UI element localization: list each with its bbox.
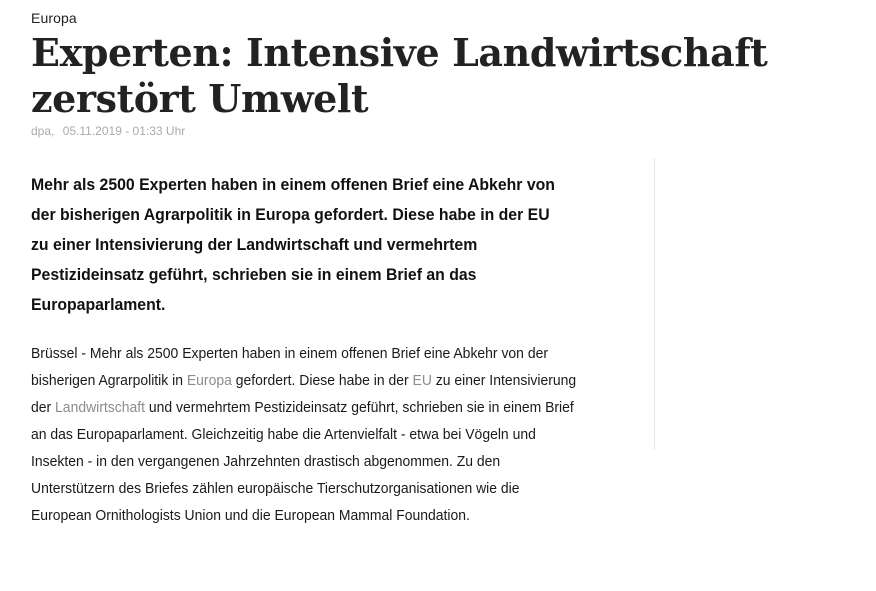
article-meta <box>31 124 185 138</box>
article-body <box>31 340 582 529</box>
body-text-2: gefordert. Diese habe in der <box>231 372 413 389</box>
category-link[interactable]: Europa <box>31 10 77 26</box>
link-eu[interactable]: EU <box>412 372 432 389</box>
article-source: dpa, <box>31 124 55 138</box>
body-text-3: zu einer Intensivierung der <box>31 372 577 416</box>
article-date: 05.11.2019 - 01:33 Uhr <box>62 124 186 138</box>
article-title: Experten: Intensive Landwirtschaft zerstört Umwelt <box>31 30 768 121</box>
link-landwirtschaft[interactable]: Landwirtschaft <box>55 399 145 416</box>
link-europa[interactable]: Europa <box>186 372 232 389</box>
column-divider <box>654 158 655 450</box>
article-lead: Mehr als 2500 Experten haben in einem offenen Brief eine Abkehr von der bisherigen Agrarpolitik in Europa gefordert. Diese habe in der EU zu einer Intensivierung der Landwirtschaft und vermehrtem Pestizideinsatz geführt, schrieben sie in einem Brief an das Europaparlament. <box>31 175 555 314</box>
body-text-4: und vermehrtem Pestizideinsatz geführt, schrieben sie in einem Brief an das Europaparlament. Gleichzeitig habe die Artenvielfalt - etwa bei Vögeln und Insekten - in den vergangenen Jahrzehnten drastisch abgenommen. Zu den Unterstützern des Briefes zählen europäische Tierschutzorganisationen wie die European Ornithologists Union und die European Mammal Foundation. <box>31 399 574 524</box>
body-text-1: Brüssel - Mehr als 2500 Experten haben in einem offenen Brief eine Abkehr von der bisherigen Agrarpolitik in <box>31 345 548 389</box>
